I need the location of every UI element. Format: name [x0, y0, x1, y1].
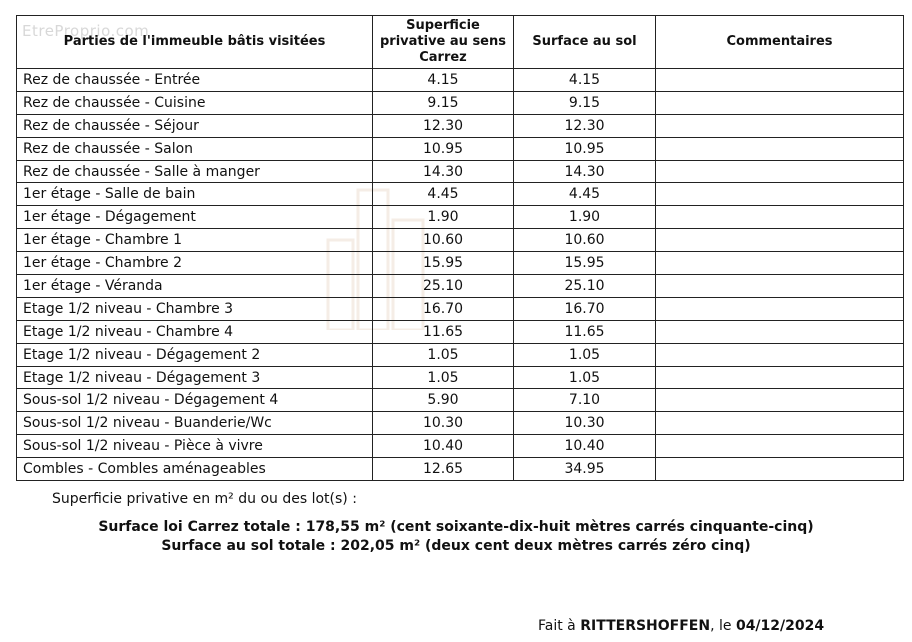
cell-comment [656, 275, 904, 298]
cell-carrez: 10.30 [373, 412, 514, 435]
cell-sol: 1.05 [514, 343, 656, 366]
table-row [17, 114, 904, 137]
cell-carrez: 4.15 [373, 69, 514, 92]
watermark-logo: EtreProprio.com [22, 22, 150, 40]
cell-sol: 7.10 [514, 389, 656, 412]
table-row [17, 389, 904, 412]
cell-comment [656, 389, 904, 412]
cell-comment [656, 114, 904, 137]
cell-part: Rez de chaussée - Entrée [17, 69, 373, 92]
signature-date: 04/12/2024 [735, 618, 825, 634]
cell-comment [656, 297, 904, 320]
cell-carrez: 9.15 [373, 91, 514, 114]
cell-sol: 25.10 [514, 275, 656, 298]
cell-part: 1er étage - Dégagement [17, 206, 373, 229]
cell-part: Etage 1/2 niveau - Chambre 4 [17, 320, 373, 343]
table-row [17, 275, 904, 298]
table-row [17, 366, 904, 389]
cell-part: Rez de chaussée - Cuisine [17, 91, 373, 114]
cell-carrez: 15.95 [373, 252, 514, 275]
cell-part: Sous-sol 1/2 niveau - Pièce à vivre [17, 435, 373, 458]
cell-carrez: 10.95 [373, 137, 514, 160]
cell-carrez: 1.05 [373, 343, 514, 366]
cell-comment [656, 160, 904, 183]
cell-carrez: 14.30 [373, 160, 514, 183]
cell-comment [656, 366, 904, 389]
cell-sol: 4.15 [514, 69, 656, 92]
cell-sol: 10.95 [514, 137, 656, 160]
table-row [17, 297, 904, 320]
cell-carrez: 12.30 [373, 114, 514, 137]
cell-carrez: 12.65 [373, 458, 514, 481]
cell-sol: 10.30 [514, 412, 656, 435]
cell-comment [656, 252, 904, 275]
cell-comment [656, 435, 904, 458]
total-carrez: Surface loi Carrez totale : 178,55 m² (cent soixante-dix-huit mètres carrés cinquante-cinq) [98, 519, 814, 535]
table-row [17, 160, 904, 183]
cell-carrez: 1.90 [373, 206, 514, 229]
cell-carrez: 1.05 [373, 366, 514, 389]
cell-sol: 15.95 [514, 252, 656, 275]
cell-comment [656, 229, 904, 252]
cell-part: Rez de chaussée - Salle à manger [17, 160, 373, 183]
cell-sol: 11.65 [514, 320, 656, 343]
cell-comment [656, 412, 904, 435]
signature-middle: , le [710, 618, 736, 634]
cell-carrez: 10.60 [373, 229, 514, 252]
cell-comment [656, 343, 904, 366]
cell-part: 1er étage - Salle de bain [17, 183, 373, 206]
cell-sol: 16.70 [514, 297, 656, 320]
cell-sol: 1.90 [514, 206, 656, 229]
cell-sol: 14.30 [514, 160, 656, 183]
total-sol: Surface au sol totale : 202,05 m² (deux cent deux mètres carrés zéro cinq) [161, 538, 751, 554]
cell-comment [656, 458, 904, 481]
table-row [17, 458, 904, 481]
cell-part: Etage 1/2 niveau - Dégagement 3 [17, 366, 373, 389]
cell-part: 1er étage - Chambre 1 [17, 229, 373, 252]
table-row [17, 229, 904, 252]
cell-comment [656, 183, 904, 206]
cell-part: Rez de chaussée - Séjour [17, 114, 373, 137]
cell-carrez: 11.65 [373, 320, 514, 343]
table-row [17, 183, 904, 206]
header-parts: Parties de l'immeuble bâtis visitées [17, 16, 373, 69]
cell-sol: 12.30 [514, 114, 656, 137]
cell-comment [656, 206, 904, 229]
cell-comment [656, 137, 904, 160]
cell-part: Sous-sol 1/2 niveau - Buanderie/Wc [17, 412, 373, 435]
cell-sol: 10.60 [514, 229, 656, 252]
cell-sol: 10.40 [514, 435, 656, 458]
signature-line [538, 618, 824, 634]
cell-comment [656, 320, 904, 343]
cell-comment [656, 91, 904, 114]
cell-sol: 1.05 [514, 366, 656, 389]
cell-sol: 4.45 [514, 183, 656, 206]
cell-part: Rez de chaussée - Salon [17, 137, 373, 160]
cell-part: 1er étage - Chambre 2 [17, 252, 373, 275]
cell-carrez: 25.10 [373, 275, 514, 298]
signature-place: RITTERSHOFFEN [580, 618, 711, 634]
table-row [17, 69, 904, 92]
table-row [17, 137, 904, 160]
table-row [17, 412, 904, 435]
table-row [17, 320, 904, 343]
header-comments: Commentaires [656, 16, 904, 69]
cell-part: Etage 1/2 niveau - Chambre 3 [17, 297, 373, 320]
table-row [17, 252, 904, 275]
cell-sol: 9.15 [514, 91, 656, 114]
surface-table [16, 15, 904, 481]
cell-carrez: 5.90 [373, 389, 514, 412]
surface-note: Superficie privative en m² du ou des lot(s) : [52, 491, 357, 507]
cell-carrez: 16.70 [373, 297, 514, 320]
cell-comment [656, 69, 904, 92]
table-row [17, 435, 904, 458]
table-header-row [17, 16, 904, 69]
table-row [17, 206, 904, 229]
signature-prefix: Fait à [538, 618, 581, 634]
cell-part: 1er étage - Véranda [17, 275, 373, 298]
header-sol: Surface au sol [514, 16, 656, 69]
cell-part: Etage 1/2 niveau - Dégagement 2 [17, 343, 373, 366]
cell-part: Combles - Combles aménageables [17, 458, 373, 481]
table-row [17, 91, 904, 114]
cell-carrez: 4.45 [373, 183, 514, 206]
cell-sol: 34.95 [514, 458, 656, 481]
cell-part: Sous-sol 1/2 niveau - Dégagement 4 [17, 389, 373, 412]
header-carrez: Superficie privative au sens Carrez [373, 16, 514, 69]
cell-carrez: 10.40 [373, 435, 514, 458]
table-row [17, 343, 904, 366]
